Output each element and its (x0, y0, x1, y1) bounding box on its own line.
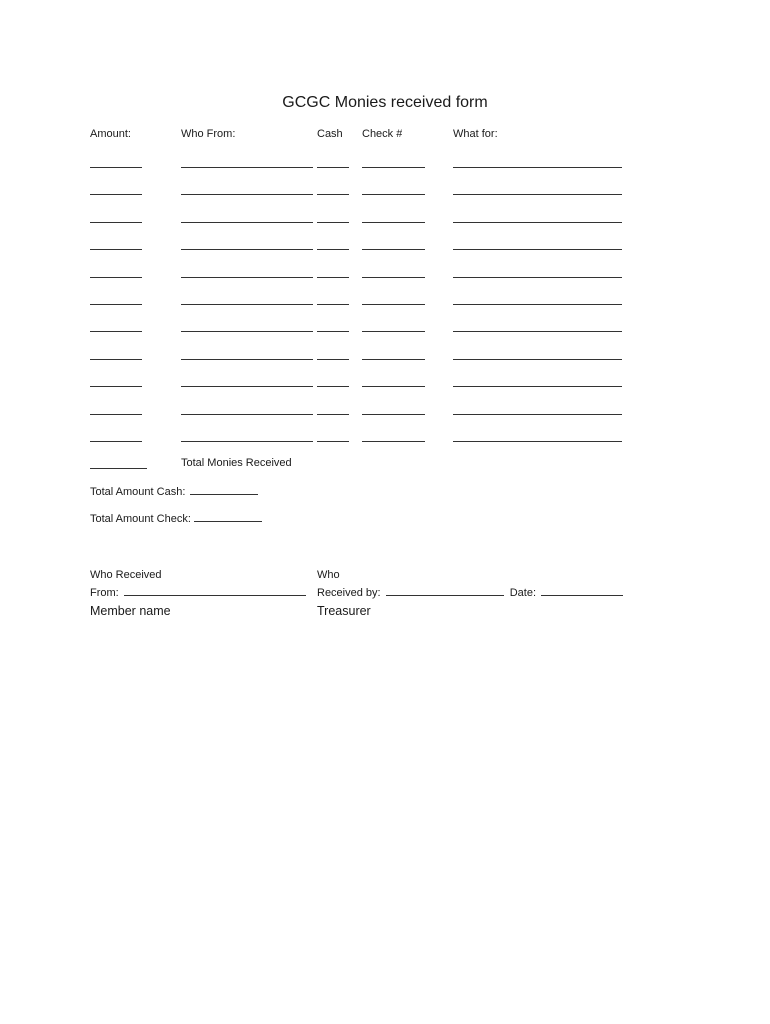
entry-row (0, 348, 770, 364)
entry-check-field[interactable] (362, 386, 425, 387)
entry-check-field[interactable] (362, 331, 425, 332)
entry-amount-field[interactable] (90, 194, 142, 195)
entry-cash-field[interactable] (317, 194, 349, 195)
total-monies-label: Total Monies Received (181, 457, 292, 469)
entry-amount-field[interactable] (90, 304, 142, 305)
total-check-field[interactable] (194, 511, 262, 522)
entry-who-field[interactable] (181, 222, 313, 223)
total-cash-field[interactable] (190, 484, 258, 495)
column-header-what-for: What for: (453, 128, 498, 140)
entry-row (0, 238, 770, 254)
entry-what-field[interactable] (453, 249, 622, 250)
member-signature-line1: Who Received (90, 569, 162, 581)
entry-check-field[interactable] (362, 167, 425, 168)
entry-cash-field[interactable] (317, 222, 349, 223)
entry-cash-field[interactable] (317, 441, 349, 442)
entry-check-field[interactable] (362, 441, 425, 442)
entry-row (0, 211, 770, 227)
entry-what-field[interactable] (453, 194, 622, 195)
column-header-cash: Cash (317, 128, 343, 140)
entry-cash-field[interactable] (317, 386, 349, 387)
entry-who-field[interactable] (181, 359, 313, 360)
received-by-label: Received by: (317, 587, 381, 599)
entry-what-field[interactable] (453, 167, 622, 168)
entry-row (0, 320, 770, 336)
treasurer-caption: Treasurer (317, 604, 371, 618)
received-by-field[interactable] (386, 585, 504, 596)
entry-who-field[interactable] (181, 249, 313, 250)
column-header-row (0, 128, 770, 144)
entry-cash-field[interactable] (317, 277, 349, 278)
entry-what-field[interactable] (453, 441, 622, 442)
entry-who-field[interactable] (181, 277, 313, 278)
entry-amount-field[interactable] (90, 441, 142, 442)
entry-row (0, 266, 770, 282)
entry-check-field[interactable] (362, 359, 425, 360)
entry-row (0, 403, 770, 419)
entry-amount-field[interactable] (90, 386, 142, 387)
entry-who-field[interactable] (181, 304, 313, 305)
total-check-row (90, 511, 262, 527)
entry-row (0, 430, 770, 446)
entry-amount-field[interactable] (90, 414, 142, 415)
entry-who-field[interactable] (181, 441, 313, 442)
entry-amount-field[interactable] (90, 277, 142, 278)
member-from-field[interactable] (124, 585, 306, 596)
treasurer-signature-line1: Who (317, 569, 340, 581)
entry-cash-field[interactable] (317, 359, 349, 360)
entry-who-field[interactable] (181, 414, 313, 415)
date-label: Date: (509, 587, 537, 599)
entry-check-field[interactable] (362, 249, 425, 250)
member-name-caption: Member name (90, 604, 171, 618)
total-monies-field[interactable] (90, 468, 147, 469)
entry-what-field[interactable] (453, 359, 622, 360)
member-from-label: From: (90, 587, 119, 599)
column-header-amount: Amount: (90, 128, 131, 140)
entry-cash-field[interactable] (317, 249, 349, 250)
total-check-label: Total Amount Check: (90, 513, 191, 525)
entry-row (0, 293, 770, 309)
entry-amount-field[interactable] (90, 331, 142, 332)
entry-who-field[interactable] (181, 386, 313, 387)
member-signature-block (90, 566, 306, 620)
entry-amount-field[interactable] (90, 249, 142, 250)
entry-who-field[interactable] (181, 331, 313, 332)
member-signature-line2 (90, 584, 306, 602)
treasurer-signature-block (317, 566, 623, 620)
entry-cash-field[interactable] (317, 167, 349, 168)
entry-amount-field[interactable] (90, 167, 142, 168)
entry-what-field[interactable] (453, 331, 622, 332)
entry-cash-field[interactable] (317, 414, 349, 415)
entry-check-field[interactable] (362, 194, 425, 195)
entry-cash-field[interactable] (317, 304, 349, 305)
entry-amount-field[interactable] (90, 222, 142, 223)
column-header-check: Check # (362, 128, 403, 140)
entry-amount-field[interactable] (90, 359, 142, 360)
entry-who-field[interactable] (181, 167, 313, 168)
entry-row (0, 375, 770, 391)
entry-check-field[interactable] (362, 222, 425, 223)
entry-check-field[interactable] (362, 277, 425, 278)
entry-what-field[interactable] (453, 222, 622, 223)
column-header-who-from: Who From: (181, 128, 236, 140)
form-title: GCGC Monies received form (282, 94, 488, 111)
total-cash-label: Total Amount Cash: (90, 486, 186, 498)
entry-what-field[interactable] (453, 386, 622, 387)
treasurer-signature-line2 (317, 584, 623, 602)
entry-check-field[interactable] (362, 304, 425, 305)
entry-what-field[interactable] (453, 414, 622, 415)
entry-row (0, 183, 770, 199)
entry-cash-field[interactable] (317, 331, 349, 332)
entry-row (0, 156, 770, 172)
entry-what-field[interactable] (453, 304, 622, 305)
entry-what-field[interactable] (453, 277, 622, 278)
total-monies-row (0, 457, 770, 473)
entry-who-field[interactable] (181, 194, 313, 195)
date-field[interactable] (541, 585, 623, 596)
total-cash-row (90, 484, 258, 500)
entry-check-field[interactable] (362, 414, 425, 415)
